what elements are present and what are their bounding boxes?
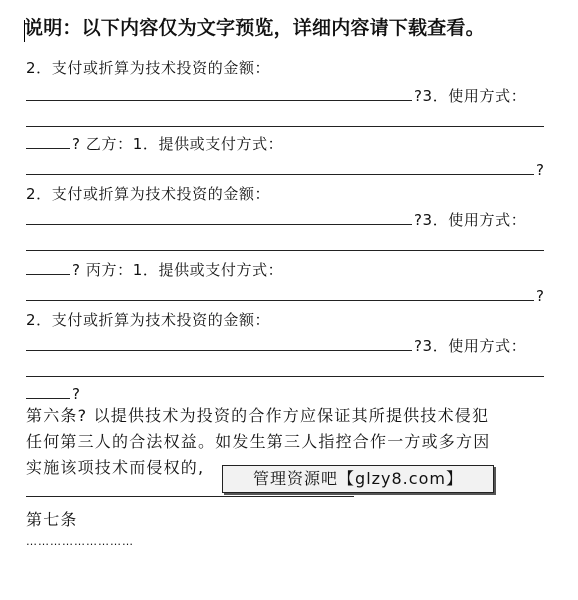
- party-b-amount-line: [26, 184, 270, 204]
- party-b-usage-line: [26, 210, 526, 230]
- text: ?3．使用方式：: [414, 211, 527, 229]
- watermark-badge[interactable]: 管理资源吧【glzy8.com】: [222, 465, 494, 493]
- party-b-supply-line: [26, 134, 283, 154]
- text: ?: [536, 287, 545, 305]
- party-c-supply-line: [26, 260, 283, 280]
- blank-underline: [26, 210, 412, 225]
- blank-line: [26, 160, 545, 180]
- article-6-line-3: 实施该项技术而侵权的,: [26, 458, 205, 477]
- party-c-usage-line: [26, 336, 526, 356]
- text: ?3．使用方式：: [414, 87, 527, 105]
- blank-underline: [26, 160, 534, 175]
- ellipsis: ………………………: [26, 535, 134, 548]
- blank-underline: [26, 134, 70, 149]
- party-c-amount-line: [26, 310, 270, 330]
- article-6-line-1: 第六条? 以提供技术为投资的合作方应保证其所提供技术侵犯: [26, 406, 490, 425]
- party-a-usage-line: [26, 86, 526, 106]
- text: ? 丙方：1．提供或支付方式：: [72, 261, 284, 279]
- article-6-line-2: 任何第三人的合法权益。如发生第三人指控合作一方或多方因: [26, 432, 491, 451]
- party-a-amount-line: [26, 58, 270, 78]
- blank-underline: [26, 236, 544, 251]
- blank-underline: [26, 384, 70, 399]
- blank-line: [26, 362, 546, 382]
- text: 2．支付或折算为技术投资的金额：: [26, 59, 271, 77]
- text: ? 乙方：1．提供或支付方式：: [72, 135, 284, 153]
- blank-underline: [26, 260, 70, 275]
- blank-line: [26, 112, 546, 132]
- blank-underline: [26, 286, 534, 301]
- blank-underline: [26, 86, 412, 101]
- text: 2．支付或折算为技术投资的金额：: [26, 185, 271, 203]
- text: 2．支付或折算为技术投资的金额：: [26, 311, 271, 329]
- blank-underline: [26, 112, 544, 127]
- text: ?: [536, 161, 545, 179]
- blank-line: [26, 384, 81, 404]
- preview-notice: 说明：以下内容仅为文字预览，详细内容请下载查看。: [24, 17, 485, 39]
- article-7-heading: 第七条: [26, 510, 78, 529]
- text: ?3．使用方式：: [414, 337, 527, 355]
- blank-line: [26, 286, 545, 306]
- blank-line: [26, 236, 546, 256]
- blank-underline: [26, 336, 412, 351]
- text: ?: [72, 385, 81, 403]
- blank-underline: [26, 362, 544, 377]
